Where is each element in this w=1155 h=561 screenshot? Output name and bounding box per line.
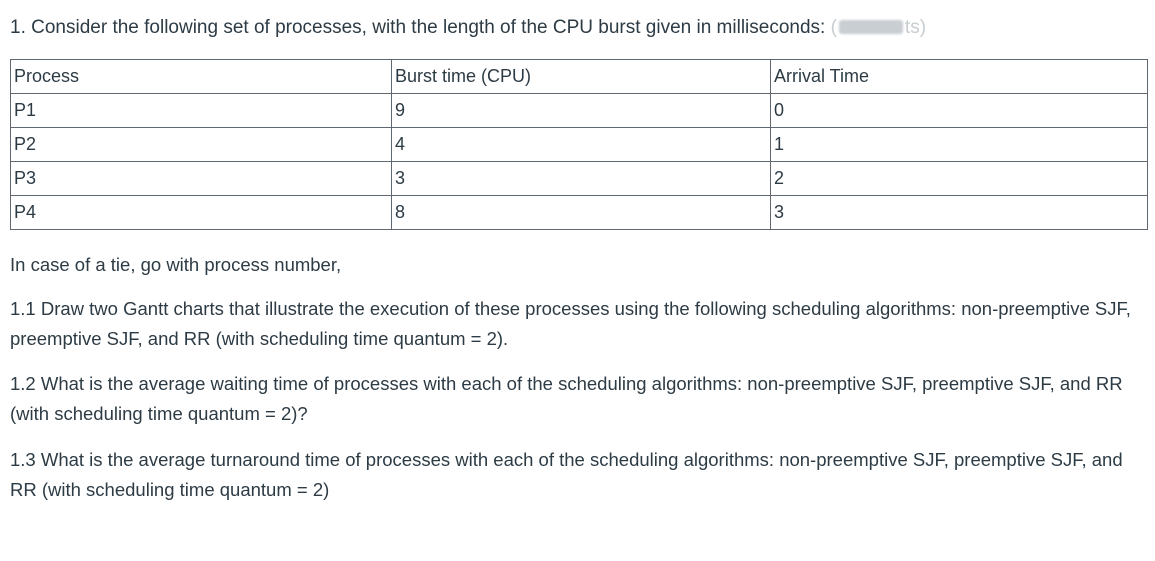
question-title <box>10 14 926 42</box>
question-1-2: 1.2 What is the average waiting time of processes with each of the scheduling algorithms: non-preemptive SJF, preemptive SJF, and RR (with scheduling time quantum = 2)? <box>10 373 1123 424</box>
redacted-points <box>831 14 926 42</box>
cell-burst-time: 4 <box>392 128 771 162</box>
cell-arrival-time: 2 <box>771 162 1148 196</box>
redacted-blur <box>839 20 903 34</box>
cell-arrival-time: 1 <box>771 128 1148 162</box>
question-text: 1. Consider the following set of processes, with the length of the CPU burst given in milliseconds: <box>10 17 826 38</box>
cell-arrival-time: 0 <box>771 94 1148 128</box>
cell-arrival-time: 3 <box>771 196 1148 230</box>
cell-burst-time: 9 <box>392 94 771 128</box>
cell-process: P1 <box>11 94 392 128</box>
table-row <box>11 196 1148 230</box>
table-row <box>11 94 1148 128</box>
header-arrival-time: Arrival Time <box>771 60 1148 94</box>
question-1-3: 1.3 What is the average turnaround time of processes with each of the scheduling algorithms: non-preemptive SJF, preemptive SJF, and RR (with scheduling time quantum = 2) <box>10 449 1123 500</box>
redacted-open: ( <box>830 17 837 38</box>
table-row <box>11 162 1148 196</box>
tie-note: In case of a tie, go with process number, <box>10 254 342 275</box>
cell-process: P4 <box>11 196 392 230</box>
cell-burst-time: 3 <box>392 162 771 196</box>
redacted-close: ts) <box>904 17 927 38</box>
cell-process: P2 <box>11 128 392 162</box>
table-row <box>11 128 1148 162</box>
cell-burst-time: 8 <box>392 196 771 230</box>
header-process: Process <box>11 60 392 94</box>
header-burst-time: Burst time (CPU) <box>392 60 771 94</box>
cell-process: P3 <box>11 162 392 196</box>
table-header-row <box>11 60 1148 94</box>
question-1-1: 1.1 Draw two Gantt charts that illustrate the execution of these processes using the following scheduling algorithms: non-preemptive SJF, preemptive SJF, and RR (with scheduling time quantum = 2). <box>10 298 1131 349</box>
process-table <box>10 59 1148 230</box>
